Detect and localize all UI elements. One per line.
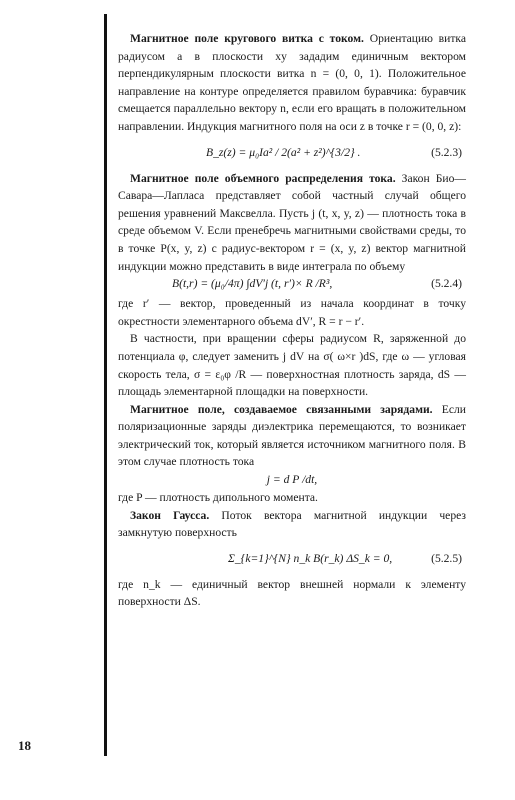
text-where-p: где P — плотность дипольного момента.	[118, 491, 318, 505]
paragraph-gauss-law	[118, 507, 466, 542]
equation-number: (5.2.3)	[431, 145, 462, 159]
heading-gauss-law: Закон Гаусса.	[130, 508, 210, 522]
text-column	[118, 30, 466, 611]
equation-current-density: j = d P /dt,	[266, 473, 318, 487]
heading-circular-loop: Магнитное поле кругового витка с током.	[130, 32, 364, 45]
equation-5-2-3	[118, 136, 466, 170]
equation-number: (5.2.5)	[431, 551, 462, 565]
paragraph-bound-charges	[118, 401, 466, 471]
text-where-r-prime: где r′ — вектор, проведенный из начала координат в точку окрестности элементарного объема dV′, R = r − r′.	[118, 297, 466, 328]
equation-body: B(t,r) = (μ₀/4π) ∫dV′j (t, r′)× R /R³,	[172, 277, 333, 291]
equation-number: (5.2.4)	[431, 277, 462, 291]
text-gauss-law: Поток вектора магнитной индукции через замкнутую поверхность	[118, 508, 466, 540]
text-where-n-k: где n_k — единичный вектор внешней нормали к элементу поверхности ΔS.	[118, 577, 466, 609]
paragraph-rotating-sphere: В частности, при вращении сферы радиусом R, заряженной до потенциала φ, следует заменить j dV на σ( ω×r )dS, где ω — угловая скорость тела, σ = ε₀φ /R — поверхностная плотность заряда, dS — площадь элементарной площадки на поверхности.	[118, 332, 466, 399]
heading-volume-current: Магнитное поле объемного распределения тока.	[130, 171, 396, 185]
equation-body: B_z(z) = μ₀Ia² / 2(a² + z²)^{3/2} .	[206, 145, 361, 159]
page-number: 18	[18, 738, 31, 753]
heading-bound-charges: Магнитное поле, создаваемое связанными зарядами.	[130, 402, 433, 416]
equation-5-2-5	[118, 542, 466, 576]
text-bound-charges: Если поляризационные заряды диэлектрика перемещаются, то возникает электрический ток, который является источником магнитного поля. В этом случае плотность тока	[118, 402, 466, 469]
paragraph-volume-current	[118, 170, 466, 276]
equation-5-2-4	[118, 275, 466, 295]
text-volume-current: Закон Био—Савара—Лапласа представляет собой частный случай общего решения уравнений Максвелла. Пусть j (t, x, y, z) — плотность тока в среде объемом V. Если пренебречь магнитными свойствами среды, то в точке P(x, y, z) с радиус-вектором r = (x, y, z) вектор магнитной индукции можно представить в виде интеграла по объему	[118, 171, 466, 273]
equation-body: Σ_{k=1}^{N} n_k B(r_k) ΔS_k = 0,	[228, 551, 393, 565]
text-circular-loop: Ориентацию витка радиусом a в плоскости xy зададим единичным вектором перпендикулярным плоскости витка n = (0, 0, 1). Положительное направление на контуре определяется правилом буравчика: буравчик смещается параллельно вектору n, если его вращать в положительном направлении. Индукция магнитного поля на оси z в точке r = (0, 0, z):	[118, 32, 467, 133]
margin-rule	[104, 14, 107, 756]
paragraph-circular-loop	[118, 30, 466, 136]
